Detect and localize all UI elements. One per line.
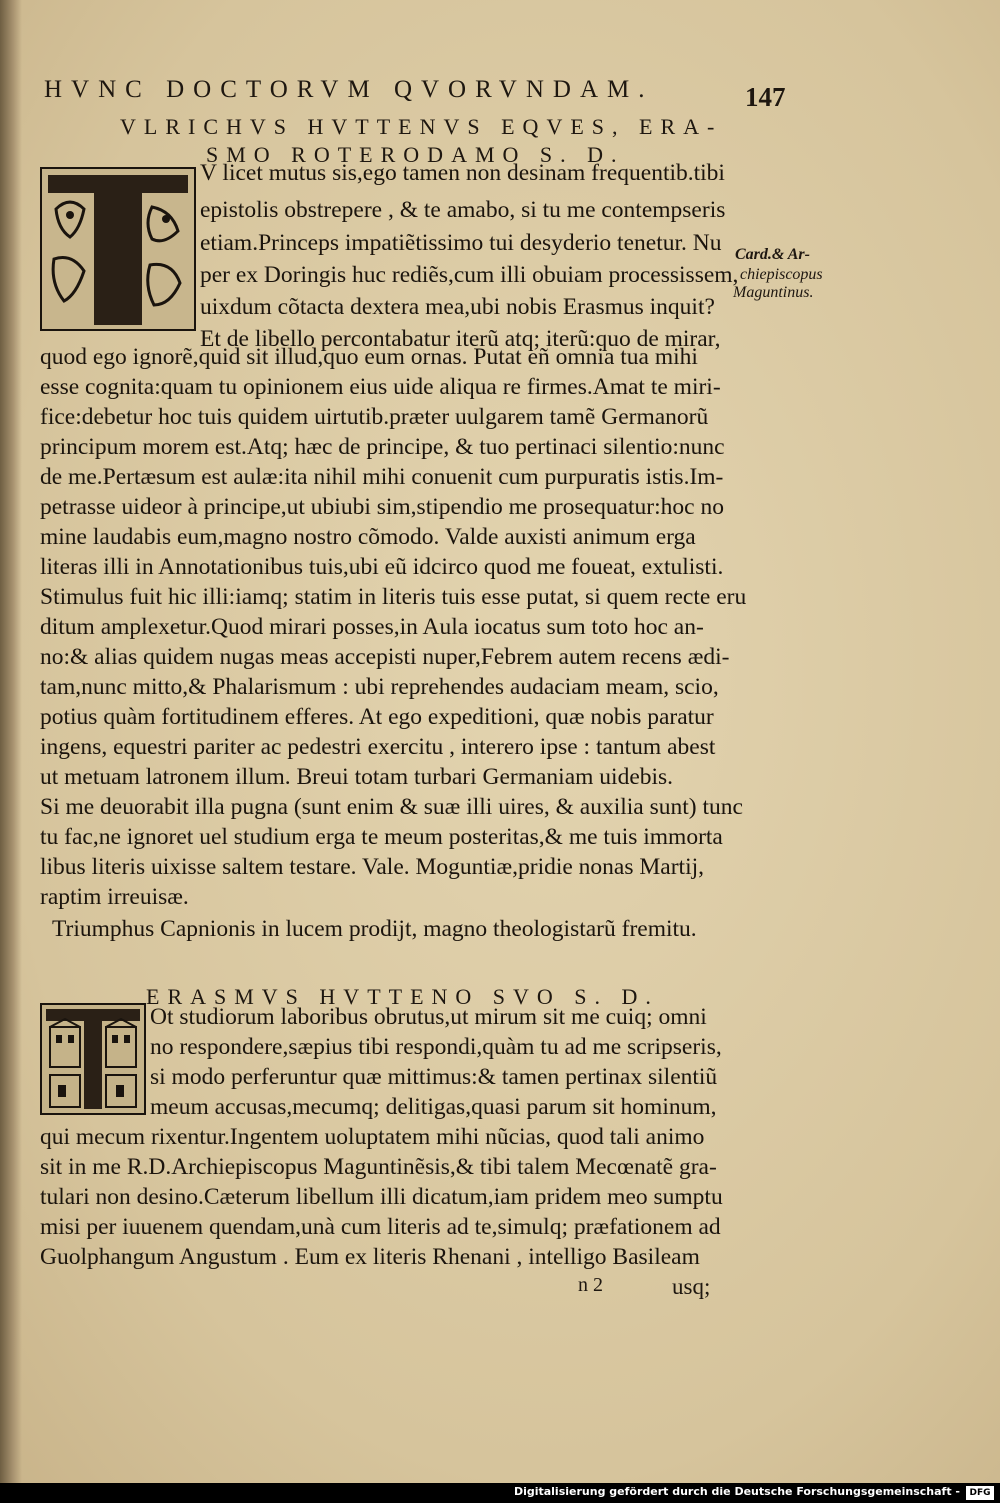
marginal-note-line: Card.& Ar- bbox=[735, 246, 810, 263]
letter1-heading-line-2: SMO ROTERODAMO S. D. bbox=[206, 142, 625, 167]
letter1-line: libus literis uixisse saltem testare. Vale. Moguntiæ,pridie nonas Martij, bbox=[40, 854, 705, 880]
letter1-line: principum morem est.Atq; hæc de principe, & tuo pertinaci silentio:nunc bbox=[40, 434, 725, 460]
letter1-line: de me.Pertæsum est aulæ:ita nihil mihi conuenit cum purpuratis istis.Im- bbox=[40, 464, 724, 490]
initial-1-woodcut bbox=[42, 169, 194, 329]
letter1-line: mine laudabis eum,magno nostro cõmodo. Valde auxisti animum erga bbox=[40, 524, 696, 550]
letter1-line: potius quàm fortitudinem efferes. At ego expeditioni, quæ nobis paratur bbox=[40, 704, 714, 730]
letter2-line: no respondere,sæpius tibi respondi,quàm tu ad me scripseris, bbox=[150, 1034, 722, 1060]
running-head: HVNC DOCTORVM QVORVNDAM. bbox=[44, 76, 654, 103]
marginal-note-line: Maguntinus. bbox=[733, 284, 814, 301]
letter2-line: Ot studiorum laboribus obrutus,ut mirum sit me cuiq; omni bbox=[150, 1004, 707, 1030]
footer-bar bbox=[0, 1483, 1000, 1503]
letter1-line: ingens, equestri pariter ac pedestri exercitu , interero ipse : tantum abest bbox=[40, 734, 716, 760]
dfg-logo: DFG bbox=[966, 1486, 994, 1500]
letter1-line: tam,nunc mitto,& Phalarismum : ubi reprehendes audaciam meam, scio, bbox=[40, 674, 719, 700]
page-number: 147 bbox=[745, 82, 786, 112]
letter2-line: tulari non desino.Cæterum libellum illi dicatum,iam pridem meo sumptu bbox=[40, 1184, 723, 1210]
spine-shadow bbox=[0, 0, 22, 1483]
letter1-line: ut metuam latronem illum. Breui totam turbari Germaniam uidebis. bbox=[40, 764, 674, 790]
letter1-line: fice:debetur hoc tuis quidem uirtutib.præter uulgarem tamẽ Germanorũ bbox=[40, 404, 709, 430]
letter1-line: Et de libello percontabatur iterũ atq; iterũ:quo de mirar, bbox=[200, 326, 721, 352]
letter1-line: raptim irreuisæ. bbox=[40, 884, 189, 910]
catchword: usq; bbox=[672, 1274, 711, 1299]
letter2-heading: ERASMVS HVTTENO SVO S. D. bbox=[146, 984, 659, 1009]
letter1-line: esse cognita:quam tu opinionem eius uide aliqua re firmes.Amat te miri- bbox=[40, 374, 721, 400]
letter2-line: qui mecum rixentur.Ingentem uoluptatem mihi nũcias, quod tali animo bbox=[40, 1124, 705, 1150]
letter1-line: epistolis obstrepere , & te amabo, si tu me contempseris bbox=[200, 197, 726, 223]
letter1-line: tu fac,ne ignoret uel studium erga te meum posteritas,& me tuis immorta bbox=[40, 824, 723, 850]
letter1-closing: Triumphus Capnionis in lucem prodijt, magno theologistarũ fremitu. bbox=[52, 916, 697, 942]
letter1-heading-line-1: VLRICHVS HVTTENVS EQVES, ERA- bbox=[120, 114, 723, 139]
letter1-line: literas illi in Annotationibus tuis,ubi eũ idcirco quod me foueat, extulisti. bbox=[40, 554, 724, 580]
letter1-line: Si me deuorabit illa pugna (sunt enim & suæ illi uires, & auxilia sunt) tunc bbox=[40, 794, 743, 820]
footer-credit: Digitalisierung gefördert durch die Deutsche Forschungsgemeinschaft - bbox=[513, 1485, 960, 1498]
letter1-line: no:& alias quidem nugas meas accepisti nuper,Febrem autem recens ædi- bbox=[40, 644, 730, 670]
letter2-line: sit in me R.D.Archiepiscopus Maguntinẽsis,& tibi talem Mecœnatẽ gra- bbox=[40, 1154, 717, 1180]
decorated-initial-1 bbox=[40, 167, 196, 331]
letter2-line: misi per iuuenem quendam,unà cum literis ad te,simulq; præfationem ad bbox=[40, 1214, 721, 1240]
marginal-note-line: chiepiscopus bbox=[740, 266, 823, 283]
letter1-line: ditum amplexetur.Quod mirari posses,in Aula iocatus sum toto hoc an- bbox=[40, 614, 704, 640]
letter2-line: Guolphangum Angustum . Eum ex literis Rhenani , intelligo Basileam bbox=[40, 1244, 700, 1270]
letter1-line: uixdum cõtacta dextera mea,ubi nobis Erasmus inquit? bbox=[200, 294, 715, 320]
letter1-line: quod ego ignorẽ,quid sit illud,quo eum ornas. Putat eñ omnia tua mihi bbox=[40, 344, 698, 370]
letter1-line: petrasse uideor à principe,ut ubiubi sim,stipendio me prosequatur:hoc no bbox=[40, 494, 724, 520]
signature-mark: n 2 bbox=[578, 1274, 603, 1296]
letter1-line: Stimulus fuit hic illi:iamq; statim in literis tuis esse putat, si quem recte eru bbox=[40, 584, 747, 610]
letter1-line: etiam.Princeps impatiẽtissimo tui desyderio tenetur. Nu bbox=[200, 230, 722, 256]
letter2-line: si modo perferuntur quæ mittimus:& tamen pertinax silentiũ bbox=[150, 1064, 718, 1090]
decorated-initial-2 bbox=[40, 1003, 146, 1115]
letter1-line: V licet mutus sis,ego tamen non desinam frequentib.tibi bbox=[200, 160, 725, 186]
letter2-line: meum accusas,mecumq; delitigas,quasi parum sit hominum, bbox=[150, 1094, 717, 1120]
letter1-line: per ex Doringis huc rediẽs,cum illi obuiam processissem, bbox=[200, 262, 739, 288]
initial-2-woodcut bbox=[42, 1005, 144, 1113]
